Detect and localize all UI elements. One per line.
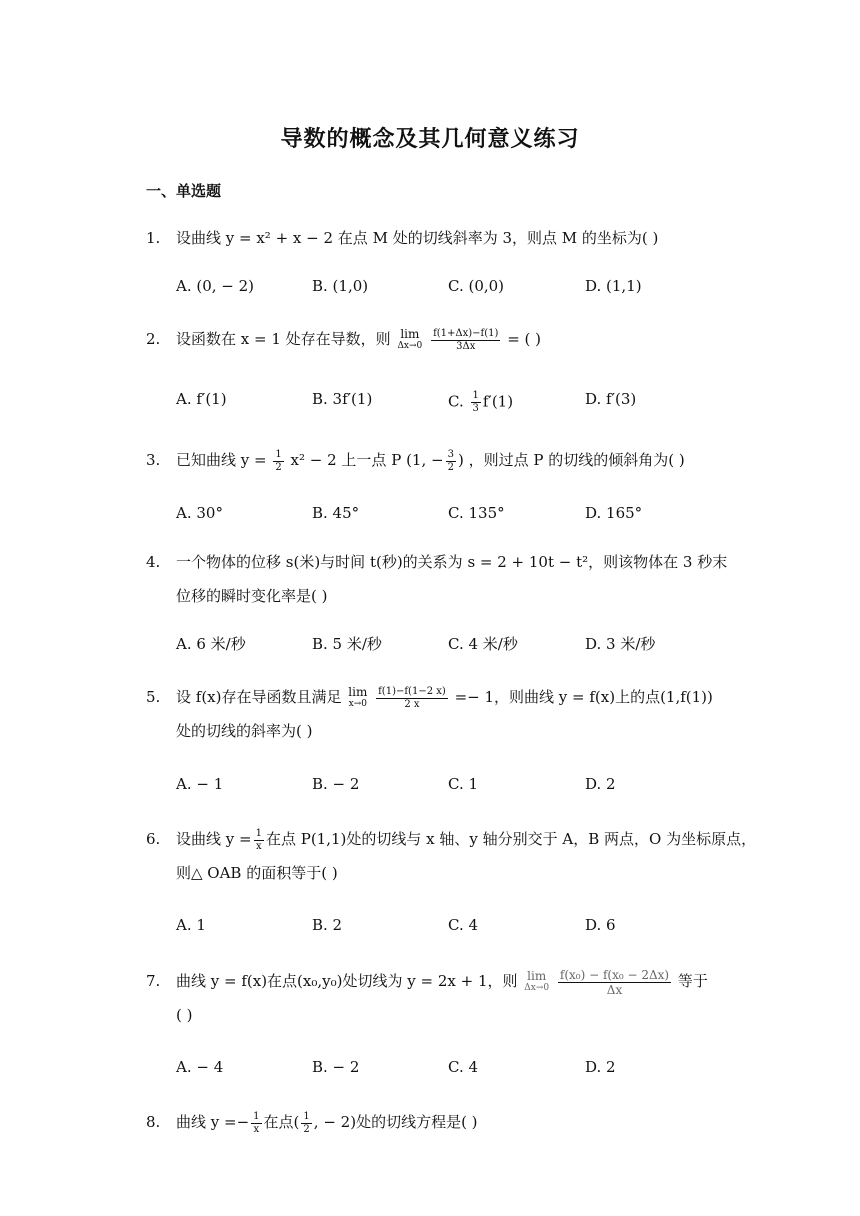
option-c: C. 4 米/秒: [448, 635, 518, 653]
question-text: 曲线 y = f(x)在点(x₀,y₀)处切线为 y = 2x + 1，则: [176, 972, 518, 990]
option-a: A. − 4: [176, 1058, 224, 1076]
option-d: D. 3 米/秒: [585, 635, 656, 653]
question-text: 设函数在 x = 1 处存在导数，则: [176, 330, 391, 348]
question-7-options: [176, 1058, 736, 1082]
question-number: 4.: [146, 553, 161, 571]
question-text-tail: 等于: [677, 972, 708, 990]
option-d: D. 165°: [585, 504, 643, 522]
question-5: [146, 680, 726, 748]
section-heading: 一、单选题: [146, 182, 222, 200]
option-c: C. (0,0): [448, 277, 505, 295]
question-text-line-2: ( ): [176, 1006, 193, 1024]
point-open: (1, −: [406, 451, 444, 469]
question-5-options: [176, 775, 736, 799]
fraction: $\frac{1}{x}$: [253, 1110, 260, 1135]
point-fraction: $\frac{3}{2}$: [447, 448, 454, 473]
limit-expression: lim Δx→0: [524, 969, 550, 993]
point-close: ): [457, 451, 464, 469]
option-c: C. 4: [448, 916, 479, 934]
option-a: A. 1: [176, 916, 206, 934]
fraction: $\frac{1}{x}$: [255, 827, 262, 852]
question-1-options: [176, 277, 736, 301]
question-8: [146, 1105, 726, 1139]
limit-expression: lim Δx→0: [397, 327, 423, 351]
question-2-options: [176, 390, 736, 414]
point-open: (: [293, 1113, 300, 1131]
option-b: B. (1,0): [312, 277, 369, 295]
option-b: B. − 2: [312, 775, 360, 793]
question-number: 1.: [146, 229, 161, 247]
fraction: $\frac{f(1)-f(1-2 x)}{2 x}$: [378, 685, 446, 710]
question-number: 5.: [146, 688, 161, 706]
option-c: C. 4: [448, 1058, 479, 1076]
question-text-line-2: 处的切线的斜率为( ): [176, 722, 313, 740]
limit-expression: lim x→0: [348, 685, 368, 709]
point-tail: , − 2): [313, 1113, 357, 1131]
option-a: A. f′(1): [176, 390, 227, 408]
fraction: $\frac{f(1+\Delta x)-f(1)}{3\Delta x}$: [433, 327, 499, 352]
option-a: A. 30°: [176, 504, 223, 522]
question-text-tail: = ( ): [507, 330, 542, 348]
question-7: [146, 964, 726, 1032]
question-4-options: [176, 633, 736, 657]
option-b: B. 45°: [312, 504, 360, 522]
option-b: B. − 2: [312, 1058, 360, 1076]
question-4: [146, 545, 726, 613]
fraction: $\frac{1}{2}$: [275, 448, 282, 473]
question-text-tail: 在点 P(1,1)处的切线与 x 轴、y 轴分别交于 A，B 两点，O 为坐标原点，: [265, 830, 757, 848]
question-number: 6.: [146, 830, 161, 848]
question-2: [146, 322, 726, 356]
option-a: A. (0, − 2): [176, 277, 255, 295]
question-text-tail: ，则过点 P 的切线的倾斜角为( ): [468, 451, 685, 469]
question-text-line-2: 则△ OAB 的面积等于( ): [176, 864, 338, 882]
question-text-line-1: 一个物体的位移 s(米)与时间 t(秒)的关系为 s = 2 + 10t − t²，则该物体在 3 秒末: [176, 553, 728, 571]
question-3-options: [176, 504, 736, 528]
option-b: B. 3f′(1): [312, 390, 373, 408]
question-6: [146, 822, 757, 890]
fraction: $\frac{\text{f(x₀) − f(x₀ − 2Δx)}}{\Delta x}$: [559, 967, 670, 997]
option-d: D. (1,1): [585, 277, 642, 295]
option-a: A. 6 米/秒: [176, 635, 246, 653]
question-text: 设曲线 y = x² + x − 2 在点 M 处的切线斜率为 3，则点 M 的坐标为( ): [176, 229, 659, 247]
point-fraction: $\frac{1}{2}$: [303, 1110, 310, 1135]
option-c: C. $\frac{1}{3}$ f′(1): [448, 390, 514, 414]
option-d: D. f′(3): [585, 390, 637, 408]
question-6-options: [176, 916, 736, 940]
option-c: C. 135°: [448, 504, 505, 522]
question-3: [146, 443, 726, 477]
question-text-line-2: 位移的瞬时变化率是( ): [176, 587, 328, 605]
question-number: 7.: [146, 972, 161, 990]
question-text-tail: 处的切线方程是( ): [356, 1113, 478, 1131]
option-c: C. 1: [448, 775, 479, 793]
option-d: D. 2: [585, 1058, 616, 1076]
question-number: 8.: [146, 1113, 161, 1131]
option-a: A. − 1: [176, 775, 224, 793]
question-number: 3.: [146, 451, 161, 469]
question-1: [146, 221, 726, 255]
option-d: D. 2: [585, 775, 616, 793]
question-text: 设曲线 y =: [176, 830, 252, 848]
option-b: B. 2: [312, 916, 343, 934]
question-number: 2.: [146, 330, 161, 348]
page-title: 导数的概念及其几何意义练习: [280, 127, 580, 152]
question-text-mid: x² − 2 上一点 P: [290, 451, 402, 469]
question-text: 曲线 y =−: [176, 1113, 250, 1131]
question-text-tail: =− 1，则曲线 y = f(x)上的点(1,f(1)): [454, 688, 713, 706]
question-text-mid: 在点: [263, 1113, 294, 1131]
question-text: 设 f(x)存在导函数且满足: [176, 688, 342, 706]
question-text: 已知曲线 y =: [176, 451, 267, 469]
option-b: B. 5 米/秒: [312, 635, 382, 653]
option-d: D. 6: [585, 916, 616, 934]
